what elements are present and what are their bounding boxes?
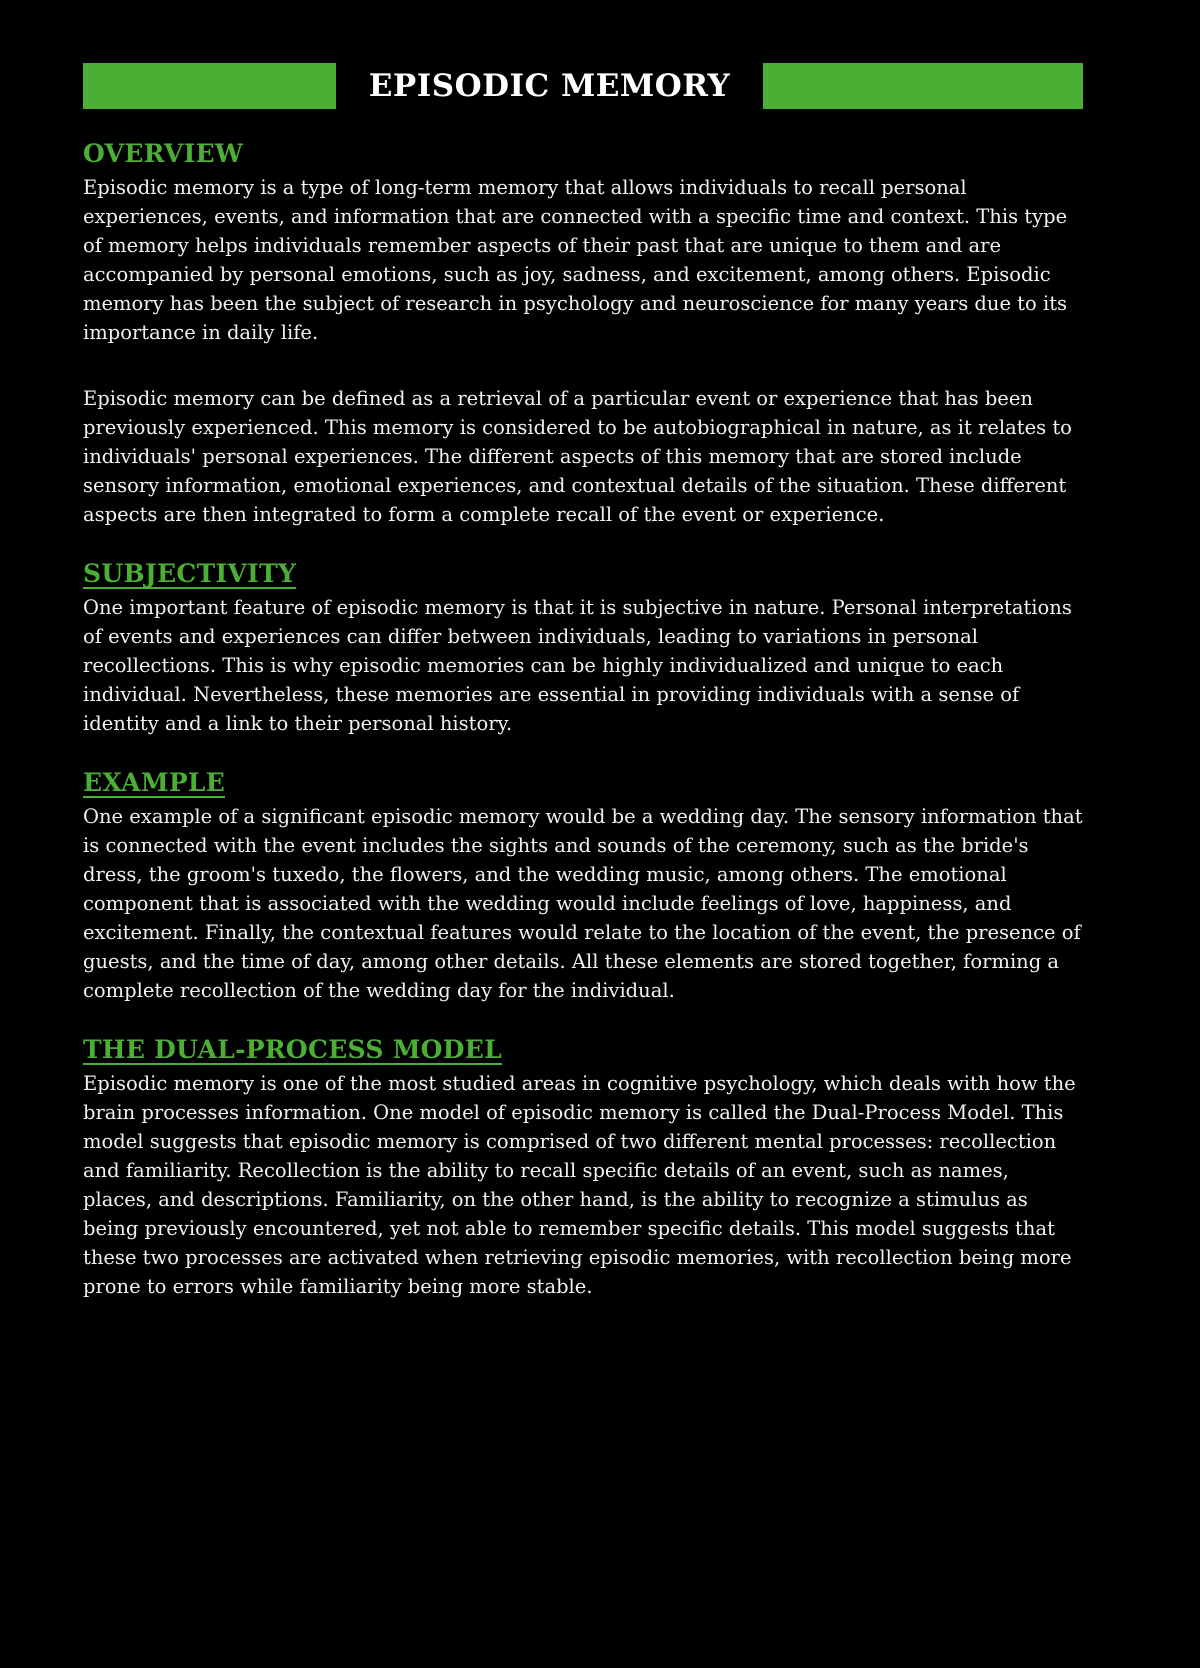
document-page [83, 63, 1083, 1301]
section-subjectivity [83, 561, 1083, 738]
section-heading: EXAMPLE [83, 768, 226, 797]
section-paragraph: Episodic memory can be defined as a retrieval of a particular event or experience that has been previously experienced. This memory is considered to be autobiographical in nature, as it relates to individuals' personal experiences. The different aspects of this memory that are stored include sensory information, emotional experiences, and contextual details of the situation. These different aspects are then integrated to form a complete recall of the event or experience. [83, 387, 1072, 526]
section-paragraph: Episodic memory is one of the most studied areas in cognitive psychology, which deals with how the brain processes information. One model of episodic memory is called the Dual-Process Model. This model suggests that episodic memory is comprised of two different mental processes: recollection and familiarity. Recollection is the ability to recall specific details of an event, such as names, places, and descriptions. Familiarity, on the other hand, is the ability to recognize a stimulus as being previously encountered, yet not able to remember specific details. This model suggests that these two processes are activated when retrieving episodic memories, with recollection being more prone to errors while familiarity being more stable. [83, 1072, 1076, 1298]
section-heading: SUBJECTIVITY [83, 559, 297, 588]
page-title: EPISODIC MEMORY [368, 68, 731, 104]
title-banner [83, 63, 1083, 109]
section-overview [83, 139, 1083, 529]
section-dual-process-model [83, 1037, 1083, 1301]
section-paragraph: One important feature of episodic memory is that it is subjective in nature. Personal interpretations of events and experiences can differ between individuals, leading to variations in personal recollections. This is why episodic memories can be highly individualized and unique to each individual. Nevertheless, these memories are essential in providing individuals with a sense of identity and a link to their personal history. [83, 596, 1072, 735]
section-example [83, 770, 1083, 1005]
section-heading: OVERVIEW [83, 139, 244, 168]
section-paragraph: Episodic memory is a type of long-term memory that allows individuals to recall personal experiences, events, and information that are connected with a specific time and context. This type of memory helps individuals remember aspects of their past that are unique to them and are accompanied by personal emotions, such as joy, sadness, and excitement, among others. Episodic memory has been the subject of research in psychology and neuroscience for many years due to its importance in daily life. [83, 176, 1068, 344]
title-bar-left [83, 63, 336, 109]
section-heading: THE DUAL-PROCESS MODEL [83, 1035, 502, 1064]
section-paragraph: One example of a significant episodic memory would be a wedding day. The sensory information that is connected with the event includes the sights and sounds of the ceremony, such as the bride's dress, the groom's tuxedo, the flowers, and the wedding music, among others. The emotional component that is associated with the wedding would include feelings of love, happiness, and excitement. Finally, the contextual features would relate to the location of the event, the presence of guests, and the time of day, among other details. All these elements are stored together, forming a complete recollection of the wedding day for the individual. [83, 805, 1083, 1002]
title-bar-right [763, 63, 1083, 109]
